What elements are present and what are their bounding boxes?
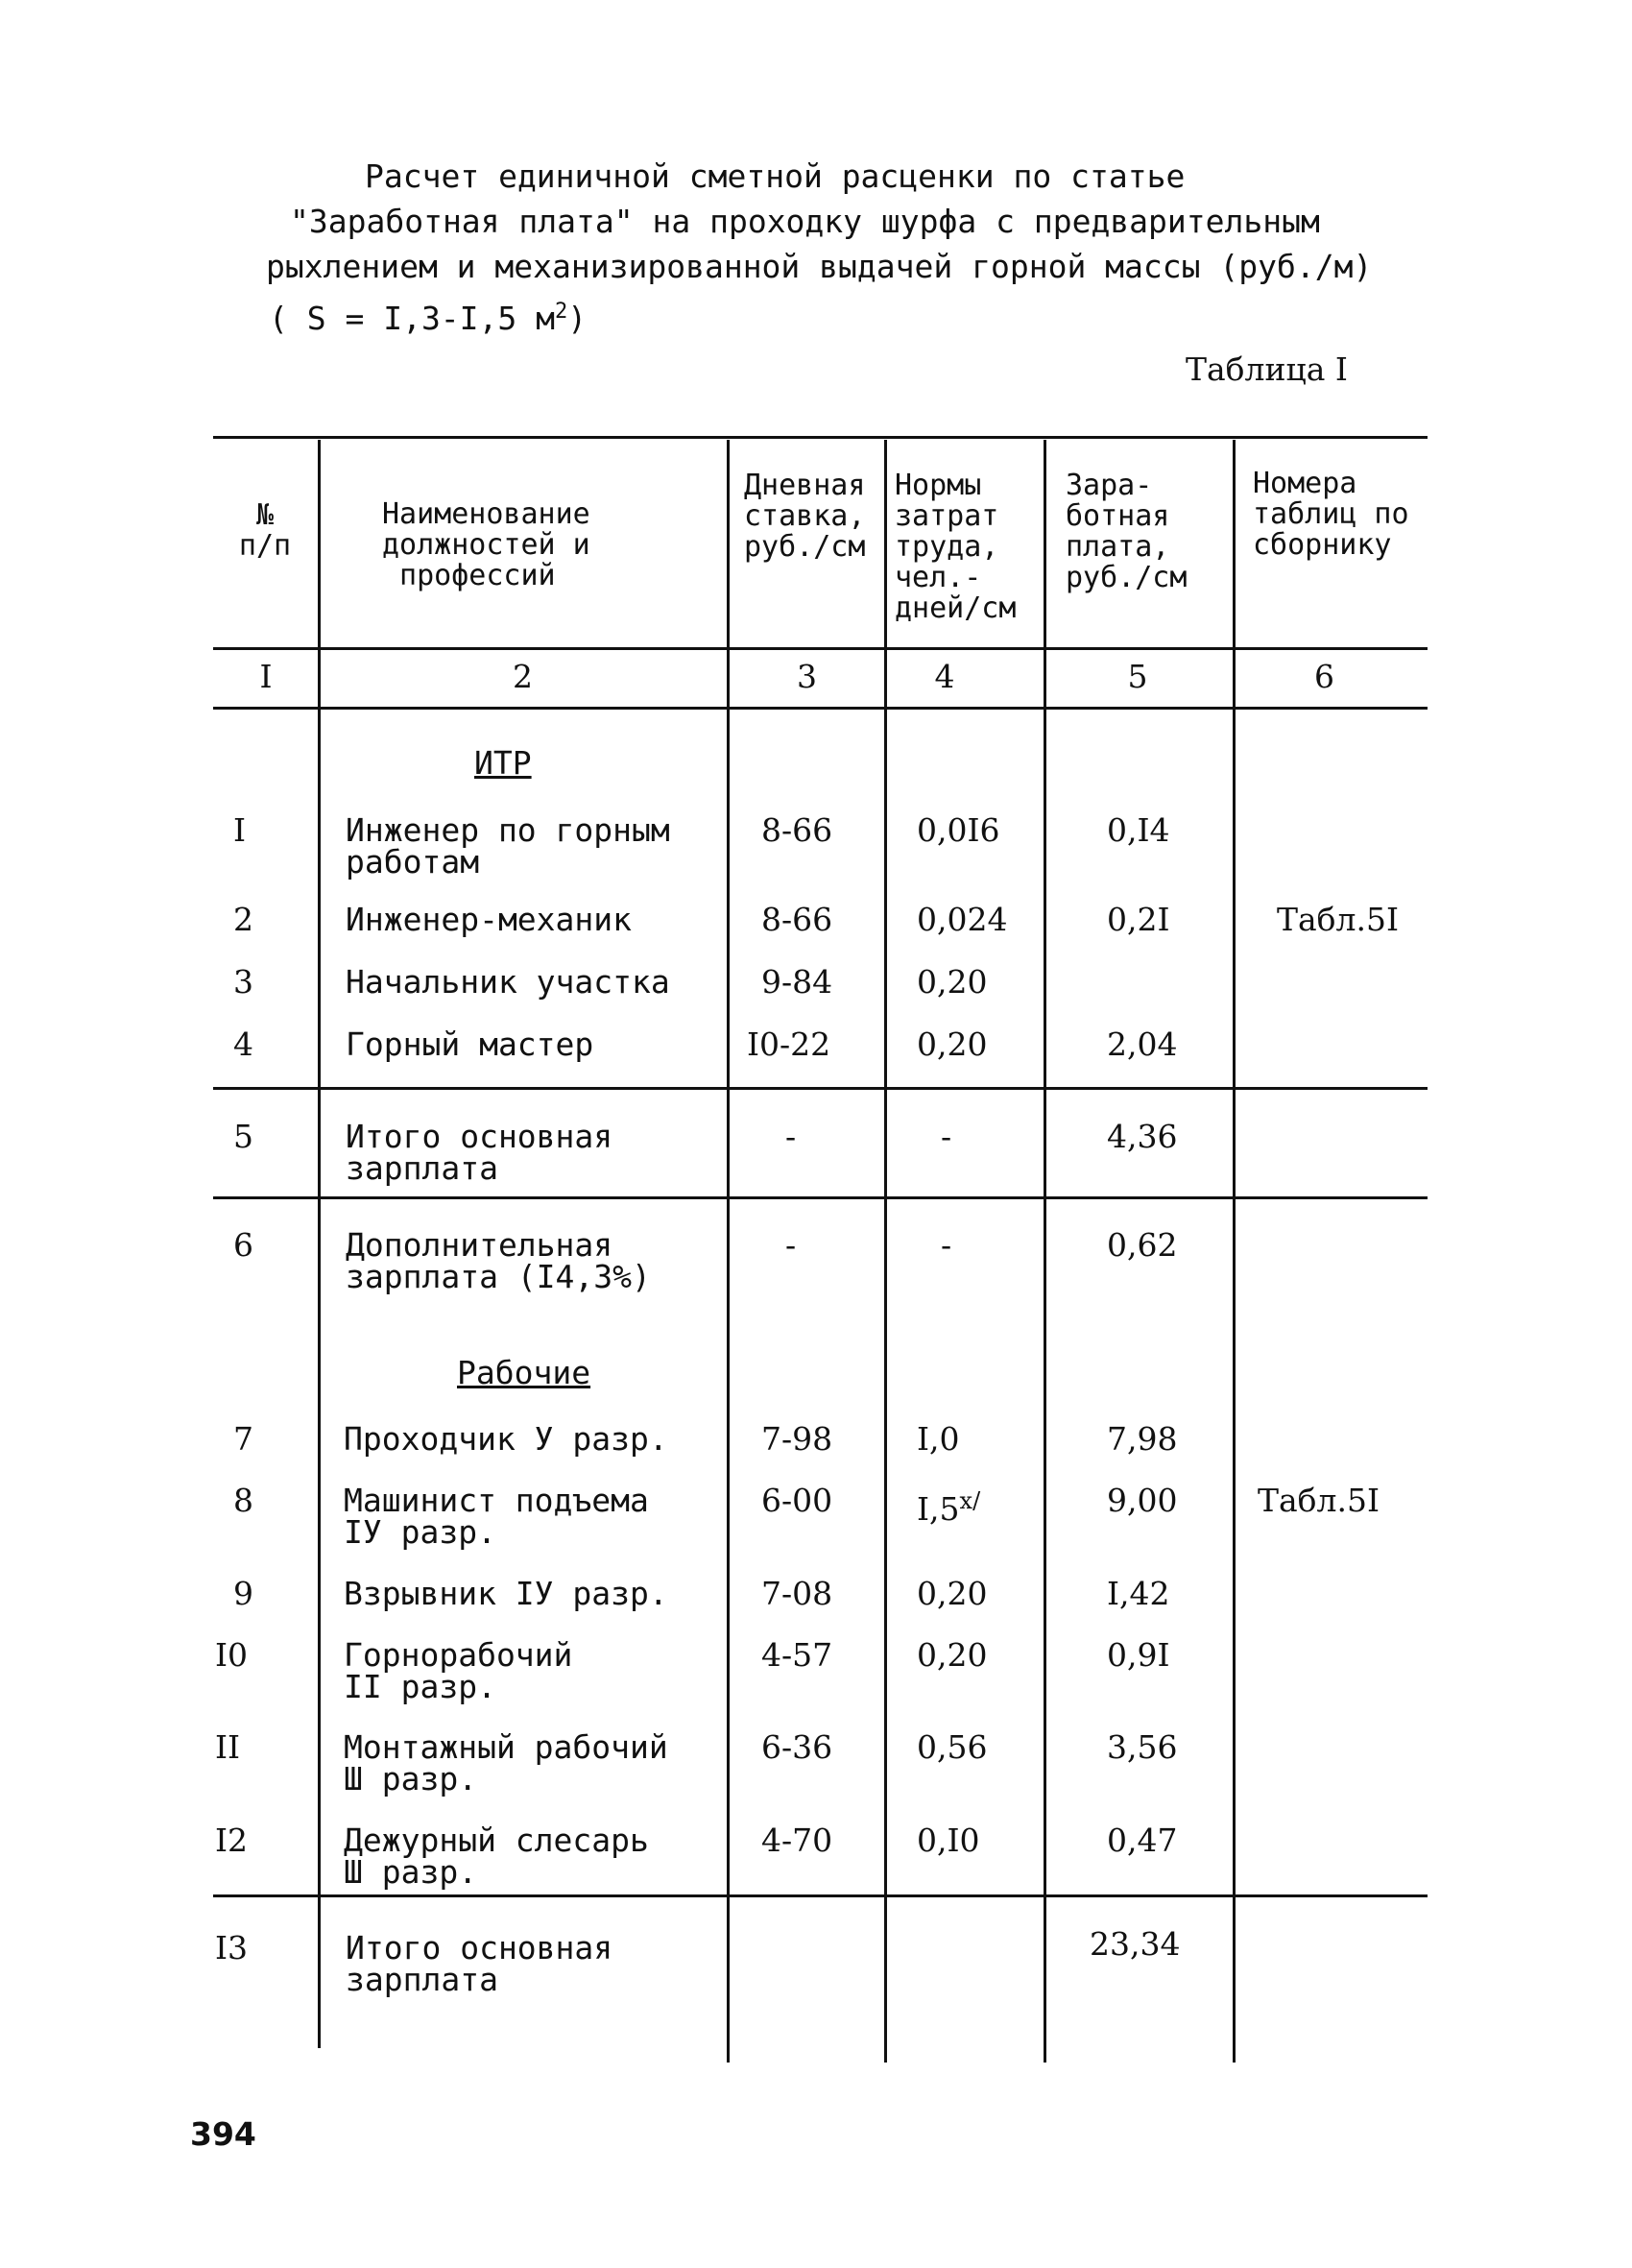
row-norm: 0,I0: [917, 1822, 980, 1859]
row-norm: 0,0I6: [917, 811, 1000, 849]
row-number: I0: [215, 1636, 249, 1674]
row-name: Начальник участка: [346, 963, 670, 1001]
row-table-ref: Табл.5I: [1258, 1482, 1380, 1519]
row-number: II: [215, 1728, 241, 1766]
row-rate: 4-57: [761, 1636, 833, 1674]
section-heading-itr: ИТР: [474, 744, 532, 782]
row-number: I2: [215, 1822, 249, 1859]
row-name: Горный мастер: [346, 1025, 594, 1063]
row-wage: I,42: [1107, 1575, 1170, 1612]
row-norm: 0,56: [917, 1728, 988, 1766]
row-number: 9: [233, 1575, 253, 1612]
row-name: Итого основная зарплата: [346, 1929, 613, 1998]
header-table-ref: Номера таблиц по сборнику: [1253, 467, 1409, 562]
row-name: Горнорабочий II разр.: [344, 1636, 573, 1705]
row-norm: 0,20: [917, 1025, 988, 1063]
row-name: Инженер-механик: [346, 901, 633, 938]
col-number-2: 2: [513, 658, 533, 695]
row-wage: 3,56: [1107, 1728, 1178, 1766]
col-number-6: 6: [1314, 658, 1334, 695]
row-name: Итого основная зарплата: [346, 1118, 613, 1187]
area-formula-close: ): [567, 300, 588, 337]
document-title: [266, 154, 1440, 341]
row-number: 5: [233, 1118, 253, 1155]
row-number: 8: [233, 1482, 253, 1519]
row-wage: 4,36: [1107, 1118, 1178, 1155]
row-name: Монтажный рабочий Ш разр.: [344, 1728, 668, 1798]
title-line-2: "Заработная плата" на проходку шурфа с предварительным: [290, 203, 1320, 240]
col-number-5: 5: [1127, 658, 1148, 695]
area-superscript: 2: [555, 300, 568, 324]
title-line-4: [269, 289, 1440, 341]
col-number-bottom-rule: [213, 707, 1428, 710]
row-rate: 8-66: [761, 811, 833, 849]
row-wage: 0,62: [1107, 1226, 1178, 1264]
row-number: I: [233, 811, 247, 849]
row-number: I3: [215, 1929, 249, 1966]
row-number: 4: [233, 1025, 253, 1063]
row-rate: 7-98: [761, 1420, 833, 1458]
row-rate: 8-66: [761, 901, 833, 938]
row-number: 6: [233, 1226, 253, 1264]
col-number-3: 3: [797, 658, 817, 695]
row-wage: 0,9I: [1107, 1636, 1170, 1674]
table-top-rule: [213, 436, 1428, 439]
row-wage: 9,00: [1107, 1482, 1178, 1519]
footnote-marker: x/: [959, 1487, 981, 1514]
row-wage: 0,I4: [1107, 811, 1170, 849]
row-norm: 0,024: [917, 901, 1008, 938]
row-rate: 6-00: [761, 1482, 833, 1519]
row-name: Инженер по горным работам: [346, 811, 670, 881]
table-label: Таблица I: [1186, 350, 1348, 388]
row-rate: -: [785, 1226, 797, 1264]
itr-total-top-rule: [213, 1087, 1428, 1090]
itr-total-bottom-rule: [213, 1196, 1428, 1199]
area-formula: ( S = I,3-I,5 м: [269, 300, 556, 337]
page-number: 394: [190, 2115, 256, 2153]
title-line-1: Расчет единичной сметной расценки по статье: [365, 157, 1186, 195]
row-table-ref: Табл.5I: [1277, 901, 1400, 938]
row-name: Дежурный слесарь Ш разр.: [344, 1822, 649, 1891]
row-rate: 6-36: [761, 1728, 833, 1766]
row-wage: 2,04: [1107, 1025, 1178, 1063]
col-number-4: 4: [934, 658, 955, 695]
row-norm: 0,20: [917, 1636, 988, 1674]
header-labor-norm: Нормы затрат труда, чел.- дней/см: [895, 469, 1017, 625]
header-name: Наименование должностей и профессий: [382, 497, 590, 592]
row-norm: -: [941, 1118, 952, 1155]
header-daily-rate: Дневная ставка, руб./см: [744, 469, 866, 564]
row-wage: 23,34: [1090, 1925, 1181, 1963]
row-rate: 9-84: [761, 963, 833, 1001]
row-name: Дополнительная зарплата (I4,3%): [346, 1226, 651, 1295]
row-rate: I0-22: [747, 1025, 831, 1063]
header-wage: Зара- ботная плата, руб./см: [1066, 469, 1188, 594]
title-line-3: рыхлением и механизированной выдачей горной массы (руб./м): [266, 248, 1373, 285]
section-heading-workers: Рабочие: [457, 1354, 591, 1391]
row-number: 7: [233, 1420, 253, 1458]
header-number: № п/п: [238, 498, 292, 563]
row-norm: 0,20: [917, 963, 988, 1001]
row-rate: 7-08: [761, 1575, 833, 1612]
row-name: Взрывник IУ разр.: [344, 1575, 668, 1612]
grand-total-top-rule: [213, 1894, 1428, 1897]
row-rate: 4-70: [761, 1822, 833, 1859]
row-wage: 7,98: [1107, 1420, 1178, 1458]
row-norm: -: [941, 1226, 952, 1264]
row-rate: -: [785, 1118, 797, 1155]
row-number: 2: [233, 901, 253, 938]
row-number: 3: [233, 963, 253, 1001]
row-norm: I,0: [917, 1420, 960, 1458]
row-name: Проходчик У разр.: [344, 1420, 668, 1458]
row-name: Машинист подъема IУ разр.: [344, 1482, 649, 1551]
row-norm: $I,5^{x/}$: [917, 1487, 981, 1528]
header-bottom-rule: [213, 647, 1428, 650]
row-wage: 0,2I: [1107, 901, 1170, 938]
row-wage: 0,47: [1107, 1822, 1178, 1859]
col-number-1: I: [259, 658, 273, 695]
row-norm: 0,20: [917, 1575, 988, 1612]
